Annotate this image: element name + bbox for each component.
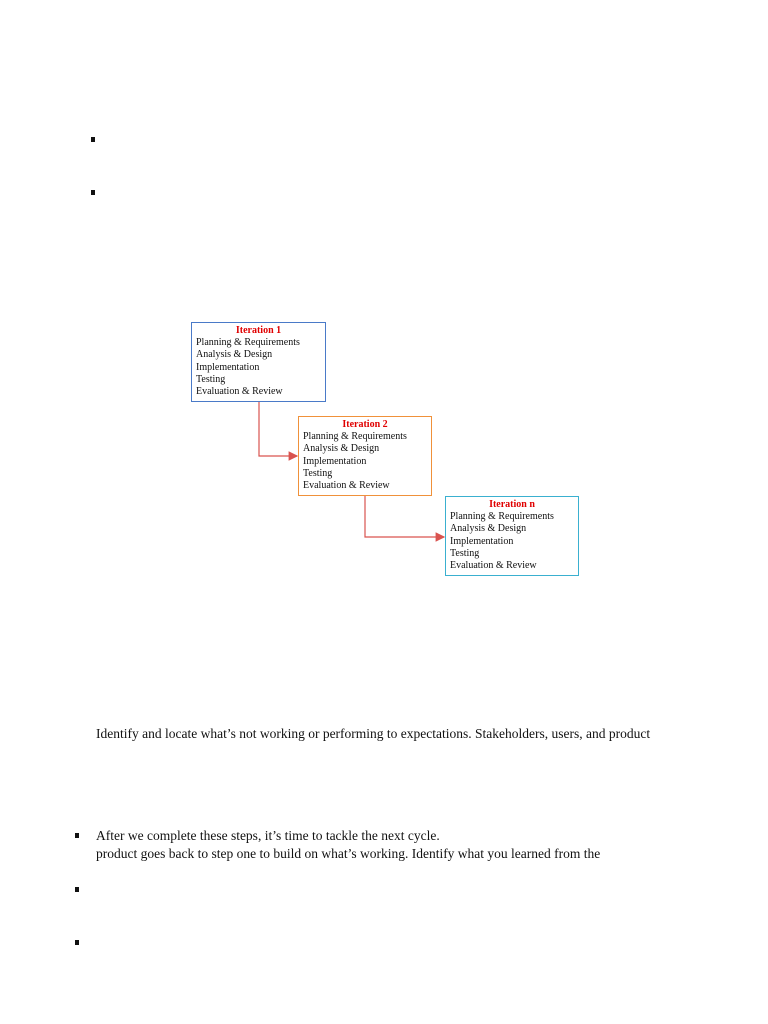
iteration-step: Evaluation & Review bbox=[303, 480, 390, 492]
iteration-step: Evaluation & Review bbox=[196, 386, 283, 398]
iteration-step: Analysis & Design bbox=[303, 443, 380, 455]
iteration-title: Iteration n bbox=[489, 499, 535, 510]
iteration-box-2 bbox=[298, 416, 432, 496]
iteration-step: Planning & Requirements bbox=[196, 337, 300, 349]
iteration-step: Analysis & Design bbox=[196, 349, 273, 361]
iteration-step: Implementation bbox=[303, 455, 367, 467]
connector-1-to-2 bbox=[259, 402, 297, 456]
next-cycle-line-2: product goes back to step one to build on what’s working. Identify what you learned from the bbox=[96, 846, 601, 861]
iteration-step: Planning & Requirements bbox=[303, 431, 407, 443]
bullet-marker-4 bbox=[75, 887, 79, 892]
bullet-marker-5 bbox=[75, 940, 79, 945]
iteration-step: Analysis & Design bbox=[450, 523, 527, 535]
iteration-step: Planning & Requirements bbox=[450, 511, 554, 523]
iteration-step: Testing bbox=[196, 373, 226, 385]
paragraph-line: Identify and locate what’s not working or performing to expectations. Stakeholders, users, and product bbox=[96, 726, 651, 741]
iteration-step: Testing bbox=[303, 467, 333, 479]
iteration-step: Implementation bbox=[196, 361, 260, 373]
iteration-box-n bbox=[445, 496, 579, 576]
iteration-title: Iteration 2 bbox=[342, 419, 388, 430]
next-cycle-line-1: After we complete these steps, it’s time to tackle the next cycle. bbox=[96, 828, 440, 843]
iteration-step: Evaluation & Review bbox=[450, 560, 537, 572]
iteration-step: Testing bbox=[450, 547, 480, 559]
connector-2-to-n bbox=[365, 495, 444, 537]
iteration-step: Implementation bbox=[450, 535, 514, 547]
bullet-marker-3 bbox=[75, 833, 79, 838]
iteration-box-1 bbox=[191, 322, 326, 402]
iteration-title: Iteration 1 bbox=[235, 325, 282, 336]
